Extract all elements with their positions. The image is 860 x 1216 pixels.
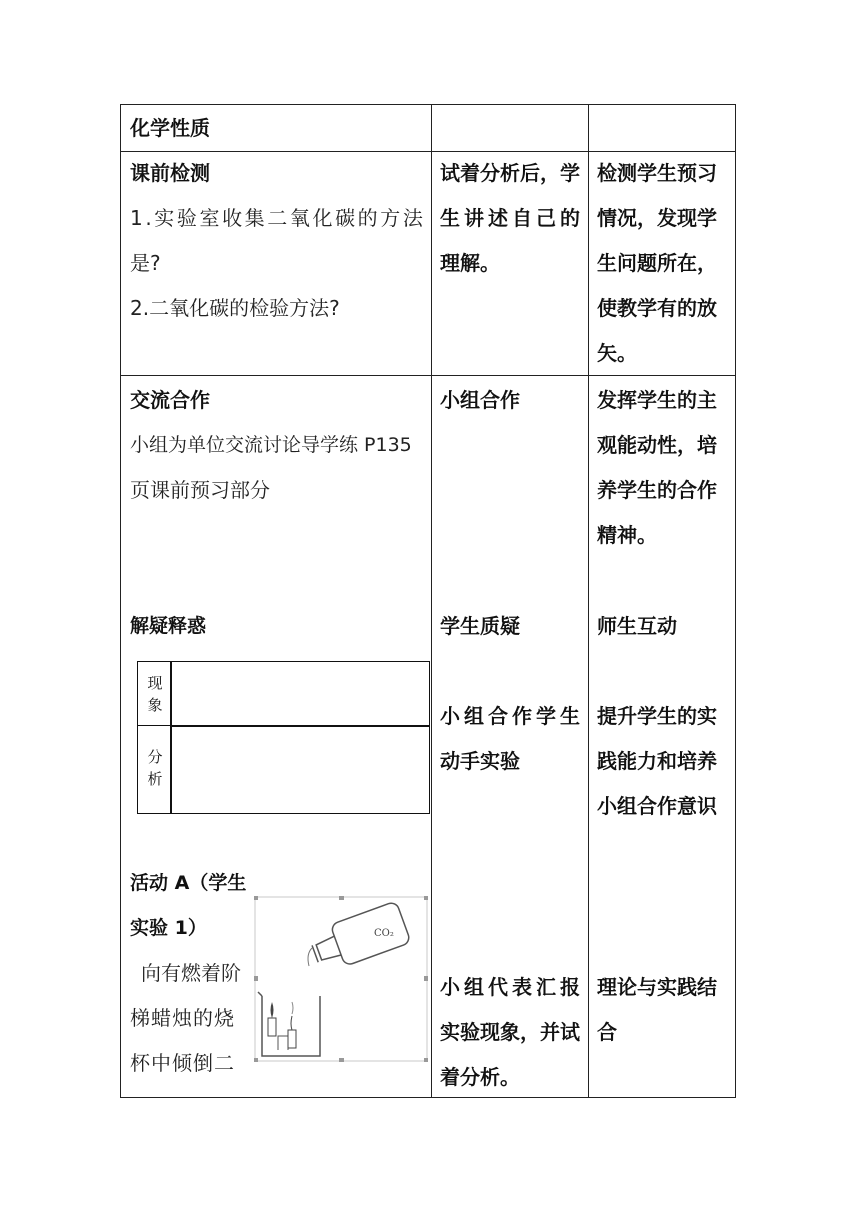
analysis-label: 分 析 xyxy=(147,748,163,788)
row3-col2-experiment-line-2: 动手实验 xyxy=(440,749,520,773)
co2-pouring-illustration xyxy=(254,896,428,1062)
table-border-bottom xyxy=(120,1097,736,1098)
row1-title: 化学性质 xyxy=(130,116,210,140)
table-border-right xyxy=(735,104,736,1098)
row2-col2-line-2: 生讲述自己的 xyxy=(440,206,584,230)
activity-a-text-line-1: 向有燃着阶 xyxy=(141,961,241,985)
row3-col3-theory-line-1: 理论与实践结 xyxy=(597,975,717,999)
table-col-divider-1 xyxy=(431,104,432,1098)
pre-class-test-heading: 课前检测 xyxy=(130,161,210,185)
row2-col2-line-3: 理解。 xyxy=(440,251,500,275)
observation-table xyxy=(137,661,430,814)
row3-col3-practice-line-2: 践能力和培养 xyxy=(597,749,717,773)
table-border-top xyxy=(120,104,736,105)
activity-a-heading-line-2: 实验 1） xyxy=(130,917,207,939)
row3-col3-practice-line-1: 提升学生的实 xyxy=(597,704,717,728)
row2-col3-line-2: 情况，发现学 xyxy=(597,206,717,230)
row3-col3-theory-line-2: 合 xyxy=(597,1020,617,1044)
row3-col2-experiment-line-1: 小组合作学生 xyxy=(440,704,584,728)
row2-col3-line-5: 矢。 xyxy=(597,341,637,365)
row2-col2-line-1: 试着分析后，学 xyxy=(440,161,580,185)
cooperation-text-line-1: 小组为单位交流讨论导学练 P135 xyxy=(130,434,412,456)
cooperation-text-line-2: 页课前预习部分 xyxy=(130,478,270,502)
activity-a-heading-line-1: 活动 A（学生 xyxy=(130,872,247,894)
observation-table-divider-h-left xyxy=(138,725,170,726)
row3-col3-initiative-line-3: 养学生的合作 xyxy=(597,478,717,502)
question-1-line-2: 是? xyxy=(130,251,161,275)
observation-table-divider-v xyxy=(170,662,172,813)
row3-col3-initiative-line-4: 精神。 xyxy=(597,523,657,547)
row2-col3-line-3: 生问题所在， xyxy=(597,251,717,275)
table-row-divider-2 xyxy=(120,375,736,376)
table-border-left xyxy=(120,104,121,1098)
row2-col3-line-4: 使教学有的放 xyxy=(597,296,717,320)
row3-col3-interaction: 师生互动 xyxy=(597,614,677,638)
co2-pouring-figure xyxy=(254,896,428,1062)
row3-col2-group-cooperation: 小组合作 xyxy=(440,388,520,412)
row3-col2-report-line-2: 实验现象，并试 xyxy=(440,1020,580,1044)
question-1-line-1: 1.实验室收集二氧化碳的方法 xyxy=(130,206,426,230)
clarify-doubts-heading: 解疑释惑 xyxy=(130,615,207,637)
activity-a-text-line-2: 梯蜡烛的烧 xyxy=(130,1006,235,1030)
row2-col3-line-1: 检测学生预习 xyxy=(597,161,717,185)
co2-label: CO₂ xyxy=(374,928,394,939)
row3-col2-student-questions: 学生质疑 xyxy=(440,614,520,638)
observation-table-divider-h xyxy=(170,725,429,727)
table-col-divider-2 xyxy=(588,104,589,1098)
cooperation-heading: 交流合作 xyxy=(130,388,210,412)
row3-col2-report-line-3: 着分析。 xyxy=(440,1065,520,1089)
row3-col3-initiative-line-1: 发挥学生的主 xyxy=(597,388,717,412)
row3-col3-initiative-line-2: 观能动性，培 xyxy=(597,433,717,457)
row3-col3-practice-line-3: 小组合作意识 xyxy=(597,794,717,818)
activity-a-text-line-3: 杯中倾倒二 xyxy=(130,1051,235,1075)
question-2: 2.二氧化碳的检验方法? xyxy=(130,296,340,320)
observation-label: 现 象 xyxy=(147,674,163,714)
row3-col2-report-line-1: 小组代表汇报 xyxy=(440,975,584,999)
